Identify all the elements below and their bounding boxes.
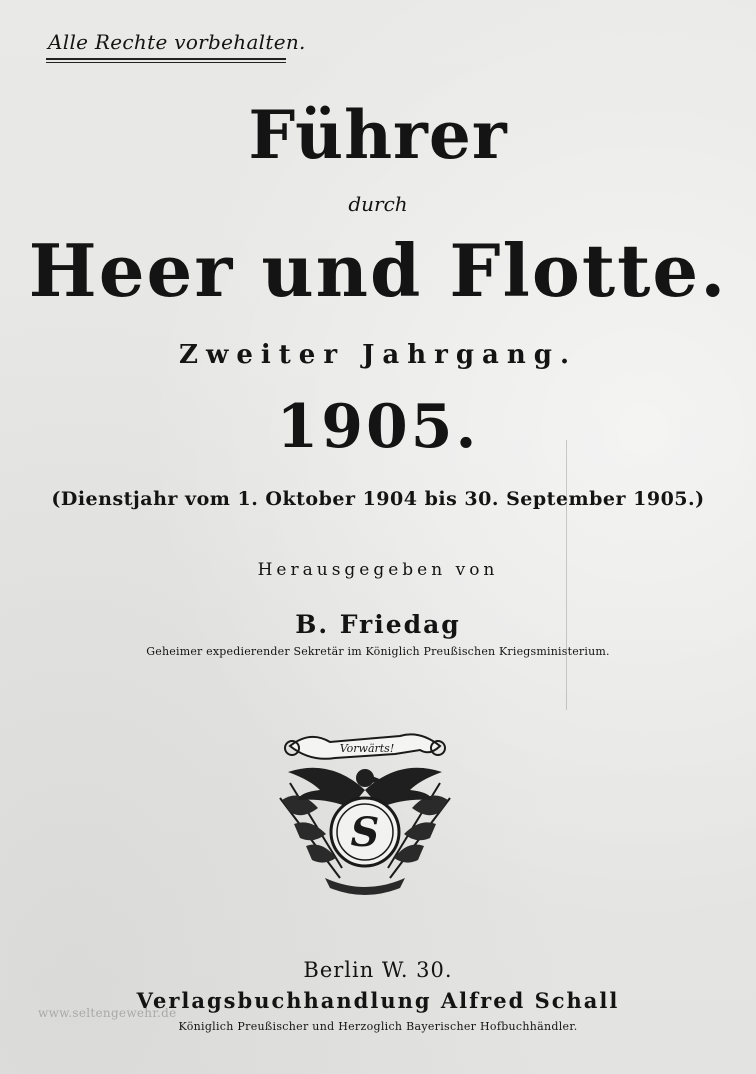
year: 1905. <box>276 392 480 462</box>
publisher-name: Verlagsbuchhandlung Alfred Schall <box>136 988 620 1013</box>
rights-underline <box>46 58 286 63</box>
eagle-crest-icon <box>270 728 460 898</box>
title-line-1: Führer <box>248 96 508 174</box>
edition-line: Zweiter Jahrgang. <box>179 340 577 370</box>
title-connector: durch <box>348 192 408 216</box>
page-fold-line <box>566 440 567 710</box>
edited-by: Herausgegeben von <box>257 560 499 580</box>
author-role: Geheimer expedierender Sekretär im Königlich Preußischen Kriegsministerium. <box>146 645 610 658</box>
service-year: (Dienstjahr vom 1. Oktober 1904 bis 30. September 1905.) <box>51 488 705 510</box>
rights-notice: Alle Rechte vorbehalten. <box>48 30 306 54</box>
publisher-city: Berlin W. 30. <box>303 958 453 982</box>
emblem-monogram: S <box>350 809 380 856</box>
watermark: www.seltengewehr.de <box>38 1006 177 1020</box>
publisher-title: Königlich Preußischer und Herzoglich Bayerischer Hofbuchhändler. <box>178 1020 578 1033</box>
author-name: B. Friedag <box>295 610 461 639</box>
emblem-banner-text: Vorwärts! <box>339 742 395 755</box>
title-line-2: Heer und Flotte. <box>28 228 728 313</box>
